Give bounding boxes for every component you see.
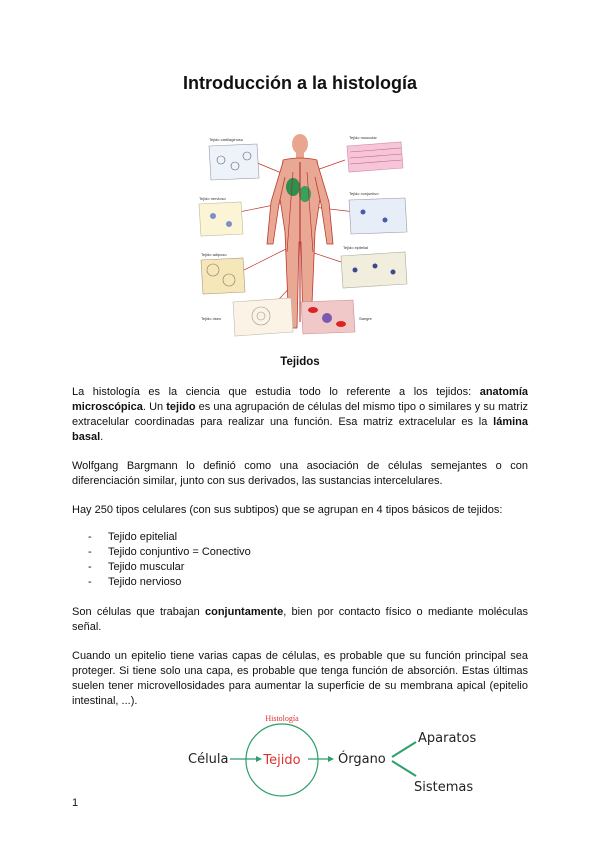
organo-label: Órgano: [338, 752, 386, 767]
list-item: - Tejido nervioso: [88, 575, 251, 590]
muscle-tissue-panel: [347, 135, 403, 172]
list-item: - Tejido epitelial: [88, 530, 251, 545]
connective-label: Tejido conjuntivo: [349, 191, 379, 196]
text-run: . Un: [142, 401, 167, 413]
arrowhead-icon: [328, 756, 334, 762]
text-run: Son células que trabajan: [72, 606, 205, 618]
cartilage-tissue-panel: [209, 137, 259, 180]
bold-term: tejido: [166, 401, 196, 413]
text-run: , bien por contacto físico o mediante moléculas señal.: [72, 606, 528, 633]
paragraph-bargmann: Wolfgang Bargmann lo definió como una asociación de células semejantes o con diferenciación similar, junto con sus derivados, las sustancias intercelulares.: [72, 460, 528, 487]
branch-sistemas: [392, 761, 416, 776]
paragraph-histology-definition: [72, 385, 528, 445]
connective-tissue-panel: [349, 191, 407, 234]
tissue-types-list: [88, 530, 251, 590]
bold-term: lámina basal: [72, 416, 528, 443]
adipose-label: Tejido adiposo: [201, 252, 227, 257]
tissues-figure: [195, 132, 413, 339]
text-run: es una agrupación de células del mismo tipo o similares y su matriz extracelular coordinadas para realizar una función. Esa matriz extracelular es la: [72, 401, 529, 428]
page-title: Introducción a la histología: [182, 73, 418, 93]
aparatos-label: Aparatos: [418, 731, 477, 746]
nervous-label: Tejido nervioso: [199, 196, 226, 201]
list-item: - Tejido muscular: [88, 560, 251, 575]
histologia-label: Histología: [265, 714, 299, 723]
sistemas-label: Sistemas: [414, 780, 474, 795]
adipose-tissue-panel: [201, 252, 245, 294]
blood-tissue-panel: [301, 300, 373, 334]
paragraph-cell-types: Hay 250 tipos celulares (con sus subtipos) que se agrupan en 4 tipos básicos de tejidos:: [72, 504, 503, 516]
text-run: La histología es la ciencia que estudia todo lo referente a los tejidos:: [72, 386, 480, 398]
bold-term: anatomía microscópica: [72, 386, 528, 413]
tejido-label: Tejido: [263, 753, 301, 768]
celula-label: Célula: [188, 752, 229, 767]
paragraph-cooperation: [72, 605, 528, 635]
text-run: .: [100, 431, 104, 443]
cartilage-label: Tejido cartilaginoso: [209, 137, 244, 142]
bone-tissue-panel: [201, 298, 293, 336]
epithelial-tissue-panel: [341, 245, 407, 288]
arrowhead-icon: [256, 756, 262, 762]
blood-label: Sangre: [359, 316, 372, 321]
epithelial-label: Tejido epitelial: [343, 245, 369, 250]
figure-caption: Tejidos: [280, 356, 320, 368]
bone-label: Tejido óseo: [201, 316, 222, 321]
muscle-label: Tejido muscular: [349, 135, 377, 140]
paragraph-epithelium: Cuando un epitelio tiene varias capas de células, es probable que su función principal sea proteger. Si tiene solo una capa, es probable que tenga función de absorción. Estas últimas suelen tener microvellosidades para aumentar la superficie de su membrana apical (epitelio intestinal, ...).: [72, 650, 528, 707]
bold-term: conjuntamente: [204, 606, 284, 618]
list-item: - Tejido conjuntivo = Conectivo: [88, 545, 251, 560]
nervous-tissue-panel: [199, 196, 243, 236]
page-number: 1: [72, 797, 79, 809]
branch-aparatos: [392, 742, 416, 757]
hierarchy-diagram: [180, 712, 480, 798]
